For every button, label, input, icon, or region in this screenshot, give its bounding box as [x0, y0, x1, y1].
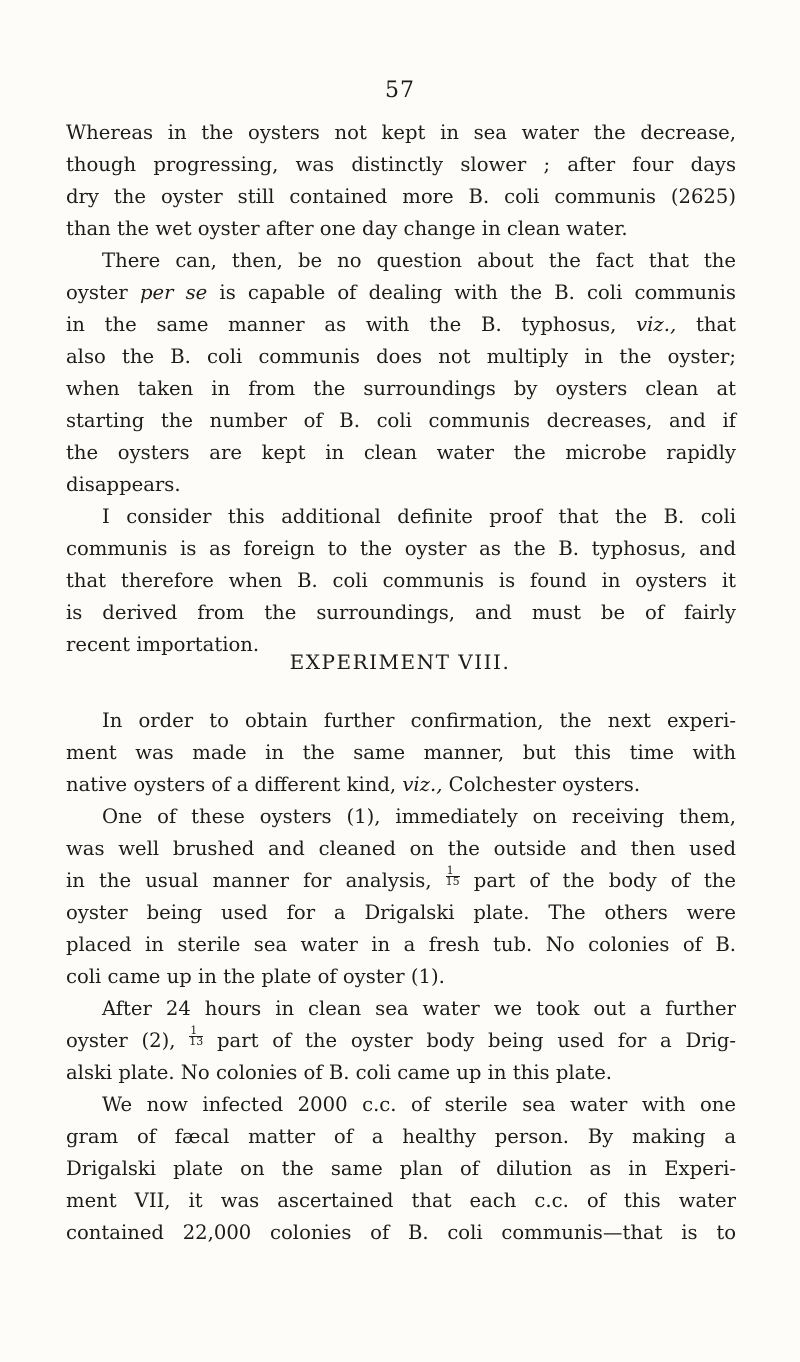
text-line: also the B. coli communis does not multiply in the oyster;	[66, 345, 736, 368]
text-line: placed in sterile sea water in a fresh tub. No colonies of B.	[66, 933, 736, 956]
italic-phrase: viz.,	[636, 313, 677, 336]
text-span: part of the body of the	[459, 869, 737, 892]
text-line: when taken in from the surroundings by oysters clean at	[66, 377, 736, 400]
paragraph-1	[66, 117, 736, 245]
text-line: Drigalski plate on the same plan of dilution as in Experi-	[66, 1157, 736, 1180]
text-line: In order to obtain further confirmation, the next experi-	[102, 709, 736, 732]
text-block-lower	[66, 705, 736, 1249]
text-span: oyster	[66, 281, 140, 304]
text-line: Whereas in the oysters not kept in sea water the decrease,	[66, 121, 736, 144]
text-line: We now infected 2000 c.c. of sterile sea water with one	[102, 1093, 736, 1116]
fraction	[446, 866, 460, 887]
text-line: oyster being used for a Drigalski plate. The others were	[66, 901, 736, 924]
paragraph-3	[66, 501, 736, 661]
fraction-numerator: 1	[446, 866, 460, 877]
italic-phrase: per se	[139, 281, 208, 304]
paragraph-7	[66, 1089, 736, 1249]
text-span: that	[676, 313, 736, 336]
text-block-upper	[66, 117, 736, 661]
page-number: 57	[385, 78, 415, 103]
text-line: ment VII, it was ascertained that each c.c. of this water	[66, 1189, 736, 1212]
fraction-numerator: 1	[189, 1026, 203, 1037]
italic-phrase: viz.,	[402, 773, 443, 796]
text-line: gram of fæcal matter of a healthy person. By making a	[66, 1125, 736, 1148]
text-line: disappears.	[66, 473, 181, 496]
text-line: I consider this additional definite proof that the B. coli	[102, 505, 736, 528]
paragraph-5	[66, 801, 736, 993]
text-span: is capable of dealing with the B. coli communis	[207, 281, 736, 304]
text-line: After 24 hours in clean sea water we took out a further	[102, 997, 736, 1020]
text-line: recent importation.	[66, 633, 260, 656]
text-line: starting the number of B. coli communis decreases, and if	[66, 409, 736, 432]
text-span: Colchester oysters.	[442, 773, 641, 796]
text-span: in the same manner as with the B. typhosus,	[66, 313, 637, 336]
paragraph-2	[66, 245, 736, 501]
text-line	[66, 769, 736, 801]
text-line: There can, then, be no question about the fact that the	[102, 249, 736, 272]
text-span: native oysters of a different kind,	[66, 773, 403, 796]
text-line: than the wet oyster after one day change in clean water.	[66, 217, 628, 240]
text-line	[66, 1025, 736, 1057]
text-span: part of the oyster body being used for a Drig-	[203, 1029, 736, 1052]
text-line: though progressing, was distinctly slower ; after four days	[66, 153, 736, 176]
text-line: is derived from the surroundings, and must be of fairly	[66, 601, 736, 624]
fraction-denominator: 15	[445, 875, 460, 888]
text-line: coli came up in the plate of oyster (1).	[66, 965, 445, 988]
text-line: the oysters are kept in clean water the microbe rapidly	[66, 441, 736, 464]
text-line	[66, 309, 736, 341]
text-line: communis is as foreign to the oyster as the B. typhosus, and	[66, 537, 736, 560]
text-line: dry the oyster still contained more B. coli communis (2625)	[66, 185, 736, 208]
text-line: contained 22,000 colonies of B. coli communis—that is to	[66, 1221, 736, 1244]
text-line: One of these oysters (1), immediately on receiving them,	[102, 805, 736, 828]
text-line: that therefore when B. coli communis is found in oysters it	[66, 569, 736, 592]
section-heading: EXPERIMENT VIII.	[289, 650, 511, 674]
text-line: was well brushed and cleaned on the outside and then used	[66, 837, 736, 860]
text-line: ment was made in the same manner, but this time with	[66, 741, 736, 764]
text-line	[66, 865, 736, 897]
text-line	[66, 277, 736, 309]
text-span: in the usual manner for analysis,	[66, 869, 446, 892]
fraction-denominator: 13	[189, 1035, 204, 1048]
text-line: alski plate. No colonies of B. coli came up in this plate.	[66, 1061, 613, 1084]
paragraph-4	[66, 705, 736, 801]
text-span: oyster (2),	[66, 1029, 190, 1052]
fraction	[189, 1026, 203, 1047]
paragraph-6	[66, 993, 736, 1089]
